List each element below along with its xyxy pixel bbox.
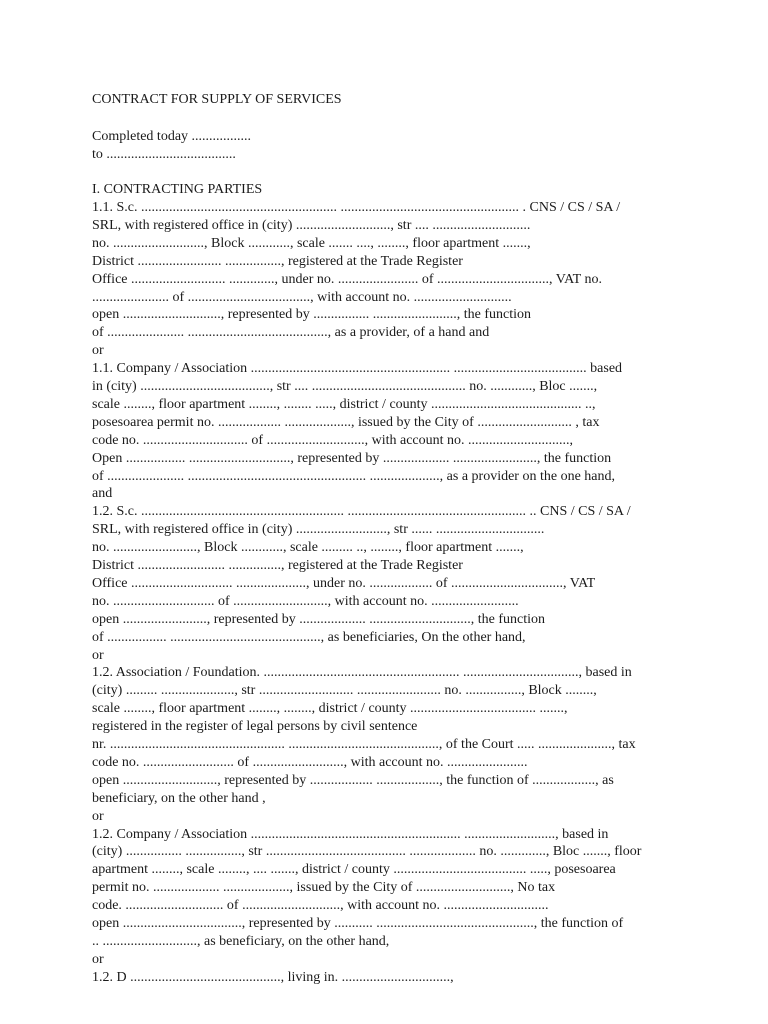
contract-line: scale ........, floor apartment ........, ........ ....., district / county ........................................... .., [92,397,596,412]
contract-line: 1.2. S.c. .......................................................... ................................................... .. CNS / CS / SA / [92,504,631,519]
header-line: to ..................................... [92,147,236,162]
contract-line: of ...................... ................................................... ...................., as a provider on the one hand, [92,469,615,484]
contract-line: no. ............................. of ..........................., with account no. ......................... [92,594,519,609]
contract-line: SRL, with registered office in (city) ..........................., str .... ............................ [92,218,531,233]
contract-line: .. ..........................., as beneficiary, on the other hand, [92,934,390,949]
contract-line: open .................................., represented by ........... ............................................., the function of [92,916,624,931]
contract-line: or [92,809,104,824]
contract-line: nr. .................................................. ..........................................., of the Court ..... ....................., tax [92,737,636,752]
contract-line: or [92,952,104,967]
document-title: CONTRACT FOR SUPPLY OF SERVICES [92,92,342,107]
contract-line: 1.1. S.c. ........................................................ ................................................... . CNS / CS / SA / [92,200,621,215]
contract-line: code no. .......................... of .........................., with account no. ....................... [92,755,528,770]
contract-line: or [92,343,104,358]
contract-line: of ................. ..........................................., as beneficiaries, On the other hand, [92,630,526,645]
contract-line: (city) ................ ................, str ........................................ ................... no. ............., Bloc ......., floor [92,844,642,859]
contract-line: permit no. ................... ..................., issued by the City of ..........................., No tax [92,880,556,895]
contract-line: open ..........................., represented by .................. .................., the function of .................., as [92,773,614,788]
contract-line: District ......................... ..............., registered at the Trade Register [92,558,463,573]
contract-line: apartment ........, scale ........, .... ......., district / county ...................................... ....., posesoarea [92,862,616,877]
contract-line: District ........................ ................, registered at the Trade Register [92,254,463,269]
contract-line: SRL, with registered office in (city) .........................., str ...... ............................... [92,522,545,537]
contract-line: registered in the register of legal persons by civil sentence [92,719,418,734]
header-line: Completed today ................. [92,129,252,144]
contract-line: Office ........................... ............., under no. ....................... of ................................, VAT no. [92,272,602,287]
contract-line: Office ............................. ...................., under no. .................. of ................................, VAT [92,576,596,591]
contract-line: and [92,486,113,501]
contract-line: no. ........................, Block ............, scale ......... .., ........, floor apartment ......., [92,540,524,555]
contract-line: in (city) ....................................., str .... ............................................ no. ............, Bloc ......., [92,379,598,394]
contract-line: (city) ......... ....................., str ........................... ........................ no. ................, Block ........, [92,683,597,698]
contract-line: code no. .............................. of ............................, with account no. ............................., [92,433,574,448]
contract-line: 1.2. D ..........................................., living in. ..............................., [92,970,454,985]
contract-line: scale ........, floor apartment ........, ........, district / county .................................... ......., [92,701,568,716]
contract-line: code. ............................ of ............................, with account no. .............................. [92,898,549,913]
section-heading: I. CONTRACTING PARTIES [92,182,263,197]
contract-line: Open ................. ............................., represented by ................... ........................, the function [92,451,612,466]
contract-line: posesoarea permit no. .................. ..................., issued by the City of ........................... , tax [92,415,600,430]
contract-line: no. .........................., Block ............, scale ....... ...., ........, floor apartment ......., [92,236,531,251]
contract-line: open ............................, represented by ................ ........................, the function [92,307,531,322]
contract-line: ...................... of ..................................., with account no. ............................ [92,290,512,305]
contract-line: 1.1. Company / Association ......................................................... ...................................... based [92,361,623,376]
contract-line: 1.2. Association / Foundation. ........................................................ ................................., based in [92,665,632,680]
contract-line: 1.2. Company / Association ............................................................ .........................., based in [92,827,609,842]
contract-line: or [92,648,104,663]
contract-line: of ...................... ........................................, as a provider, of a hand and [92,325,490,340]
contract-line: beneficiary, on the other hand , [92,791,266,806]
contract-line: open ........................, represented by ................... ............................., the function [92,612,545,627]
